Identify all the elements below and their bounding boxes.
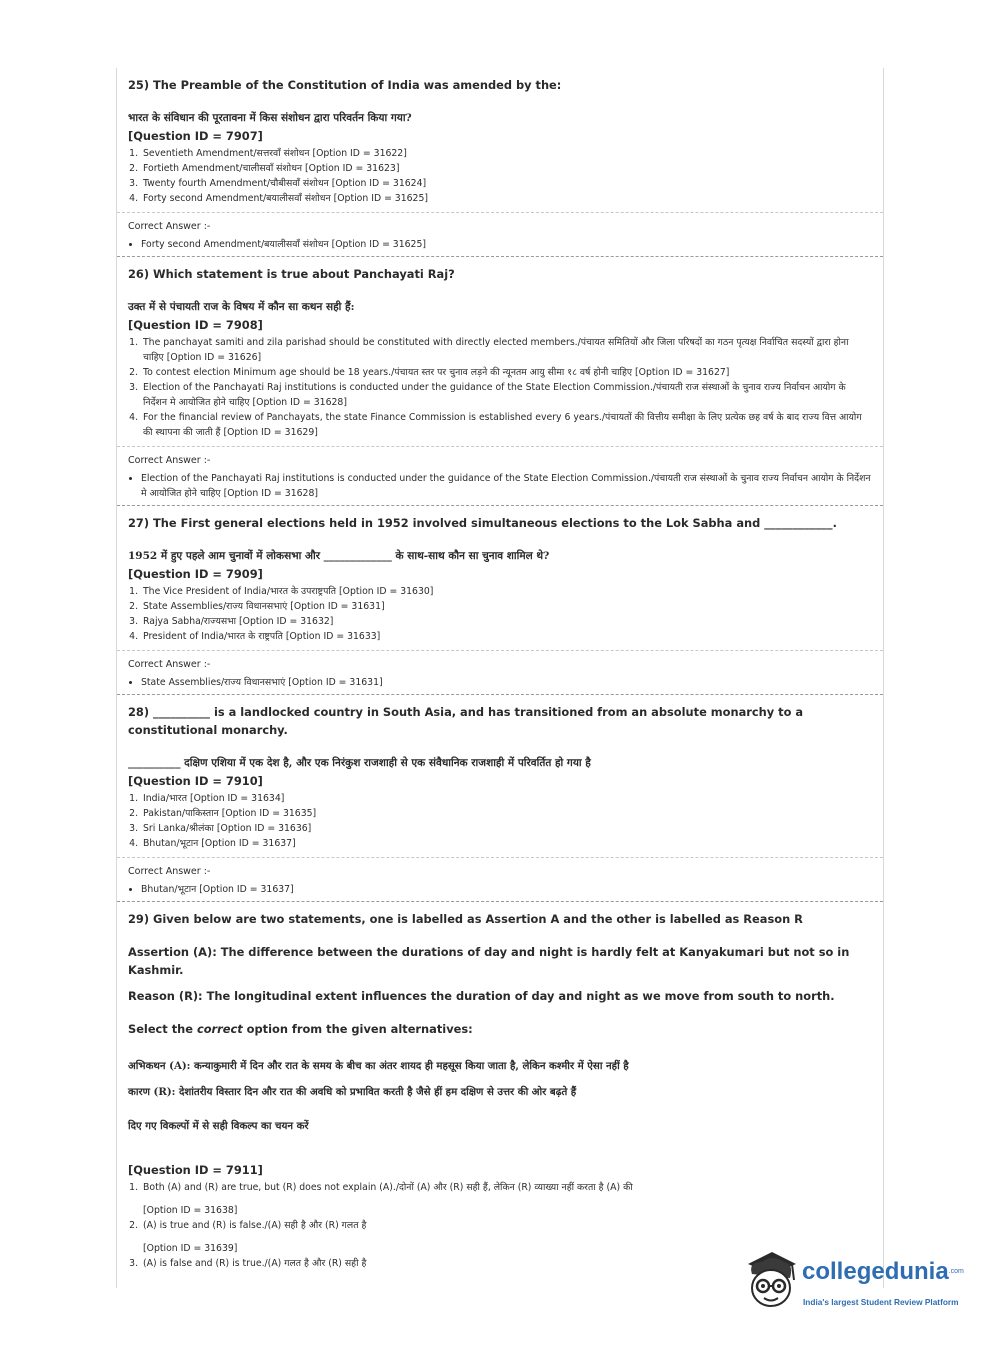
question-29	[117, 902, 883, 1277]
correct-answer: • Bhutan/भूटान [Option ID = 31637]	[141, 882, 872, 897]
question-title: 28) __________ is a landlocked country in South Asia, and has transitioned from an absolute monarchy to a constitutional monarchy.	[128, 705, 804, 737]
question-title: 26) Which statement is true about Panchayati Raj?	[128, 267, 455, 281]
mascot-icon	[742, 1250, 800, 1312]
option-1: 1. India/भारत [Option ID = 31634]	[141, 791, 872, 806]
option-4: 4. For the financial review of Panchayats, the state Finance Commission is established every 6 years./पंचायतों की वित्तीय समीक्षा के लिए प्रत्येक छह वर्ष के बाद राज्य वित्त आयोग की स्थापना की जाती हैं [Option ID = 31629]	[141, 410, 872, 440]
assertion-hindi: अभिकथन (A): कन्याकुमारी में दिन और रात के समय के बीच का अंतर शायद ही महसूस किया जाता है, लेकिन कश्मीर में ऐसा नहीं है	[128, 1060, 629, 1072]
correct-answer: • Forty second Amendment/बयालीसवाँ संशोधन [Option ID = 31625]	[141, 237, 872, 252]
question-hindi: 1952 में हुए पहले आम चुनावों में लोकसभा और _____________ के साथ-साथ कौन सा चुनाव शामिल थे?	[128, 550, 550, 562]
logo-tagline: India's largest Student Review Platform	[803, 1297, 959, 1307]
options-list	[128, 335, 872, 440]
question-25	[117, 68, 883, 212]
option-2: 2. Pakistan/पाकिस्तान [Option ID = 31635]	[141, 806, 872, 821]
option-3: 3. Election of the Panchayati Raj institutions is conducted under the guidance of the State Election Commission./पंचायती राज संस्थाओं के चुनाव राज्य निर्वाचन आयोग के निर्देशन मे आयोजित होने चाहिए [Option ID = 31628]	[141, 380, 872, 410]
option-2: 2. State Assemblies/राज्य विधानसभाएं [Option ID = 31631]	[141, 599, 872, 614]
option-2: 2. (A) is true and (R) is false./(A) सही है और (R) गलत है [Option ID = 31639]	[141, 1218, 872, 1256]
question-title: 29) Given below are two statements, one is labelled as Assertion A and the other is labelled as Reason R	[128, 912, 803, 926]
select-hindi: दिए गए विकल्पों में से सही विकल्प का चयन करें	[128, 1120, 309, 1132]
option-2: 2. To contest election Minimum age should be 18 years./पंचायत स्तर पर चुनाव लड़ने की न्यूनतम आयु सीमा १८ वर्ष होनी चाहिए [Option ID = 31627]	[141, 365, 872, 380]
correct-answer: • State Assemblies/राज्य विधानसभाएं [Option ID = 31631]	[141, 675, 872, 690]
option-3: 3. Rajya Sabha/राज्यसभा [Option ID = 31632]	[141, 614, 872, 629]
option-1: 1. The panchayat samiti and zila parishad should be constituted with directly elected members./पंचायत समितियों और जिला परिषदों का गठन पृत्यक्ष निर्वाचित सदस्यों द्वारा होना चाहिए [Option ID = 31626]	[141, 335, 872, 365]
logo-wordmark: collegedunia$^{.com}$	[802, 1258, 964, 1285]
options-list	[128, 584, 872, 644]
option-4: 4. President of India/भारत के राष्ट्रपति [Option ID = 31633]	[141, 629, 872, 644]
question-26	[117, 257, 883, 446]
question-hindi: भारत के संविधान की पूरतावना में किस संशोधन द्वारा परिवर्तन किया गया?	[128, 112, 412, 124]
answer-label: Correct Answer :-	[128, 866, 211, 877]
options-list	[128, 146, 872, 206]
question-id: [Question ID = 7911]	[128, 1163, 263, 1177]
question-id: [Question ID = 7908]	[128, 318, 263, 332]
option-1: 1. Both (A) and (R) are true, but (R) does not explain (A)./दोनों (A) और (R) सही हैं, लेकिन (R) व्याख्या नहीं करता है (A) की [Option ID = 31638]	[141, 1180, 872, 1218]
assertion-text: Assertion (A): The difference between the durations of day and night is hardly felt at Kanyakumari but not so in Kashmir.	[128, 945, 850, 977]
answer-label: Correct Answer :-	[128, 455, 211, 466]
options-list	[128, 791, 872, 851]
answer-section	[117, 857, 883, 901]
option-4: 4. Forty second Amendment/बयालीसवाँ संशोधन [Option ID = 31625]	[141, 191, 872, 206]
option-3: 3. Twenty fourth Amendment/चौबीसवाँ संशोधन [Option ID = 31624]	[141, 176, 872, 191]
answer-section	[117, 212, 883, 256]
answer-label: Correct Answer :-	[128, 221, 211, 232]
collegedunia-logo	[742, 1248, 972, 1314]
option-1: 1. Seventieth Amendment/सत्तरवाँ संशोधन [Option ID = 31622]	[141, 146, 872, 161]
select-instruction: Select the correct option from the given alternatives:	[128, 1022, 473, 1036]
answer-label: Correct Answer :-	[128, 659, 211, 670]
option-3: 3. (A) is false and (R) is true./(A) गलत है और (R) सही है	[141, 1256, 872, 1271]
question-id: [Question ID = 7910]	[128, 774, 263, 788]
answer-section	[117, 446, 883, 505]
option-4: 4. Bhutan/भूटान [Option ID = 31637]	[141, 836, 872, 851]
option-3: 3. Sri Lanka/श्रीलंका [Option ID = 31636]	[141, 821, 872, 836]
answer-section	[117, 650, 883, 694]
question-27	[117, 506, 883, 650]
option-2: 2. Fortieth Amendment/चालीसवाँ संशोधन [Option ID = 31623]	[141, 161, 872, 176]
question-hindi: उक्त में से पंचायती राज के विषय में कौन सा कथन सही हैं:	[128, 301, 355, 313]
question-id: [Question ID = 7909]	[128, 567, 263, 581]
question-title: 27) The First general elections held in 1952 involved simultaneous elections to the Lok Sabha and ____________.	[128, 516, 837, 530]
question-paper	[116, 68, 884, 1288]
option-1: 1. The Vice President of India/भारत के उपराष्ट्रपति [Option ID = 31630]	[141, 584, 872, 599]
reason-hindi: कारण (R): देशांतरीय विस्तार दिन और रात की अवधि को प्रभावित करती है जैसे हीं हम दक्षिण से उत्तर की ओर बढ़ते हैं	[128, 1086, 577, 1098]
question-title: 25) The Preamble of the Constitution of India was amended by the:	[128, 78, 562, 92]
correct-answer: • Election of the Panchayati Raj institutions is conducted under the guidance of the State Election Commission./पंचायती राज संस्थाओं के चुनाव राज्य निर्वाचन आयोग के निर्देशन मे आयोजित होने चाहिए [Option ID = 31628]	[141, 471, 872, 501]
question-hindi: __________ दक्षिण एशिया में एक देश है, और एक निरंकुश राजशाही से एक संवैधानिक राजशाही में परिवर्तित हो गया है	[128, 757, 591, 769]
reason-text: Reason (R): The longitudinal extent influences the duration of day and night as we move from south to north.	[128, 989, 835, 1003]
question-id: [Question ID = 7907]	[128, 129, 263, 143]
question-28	[117, 695, 883, 857]
